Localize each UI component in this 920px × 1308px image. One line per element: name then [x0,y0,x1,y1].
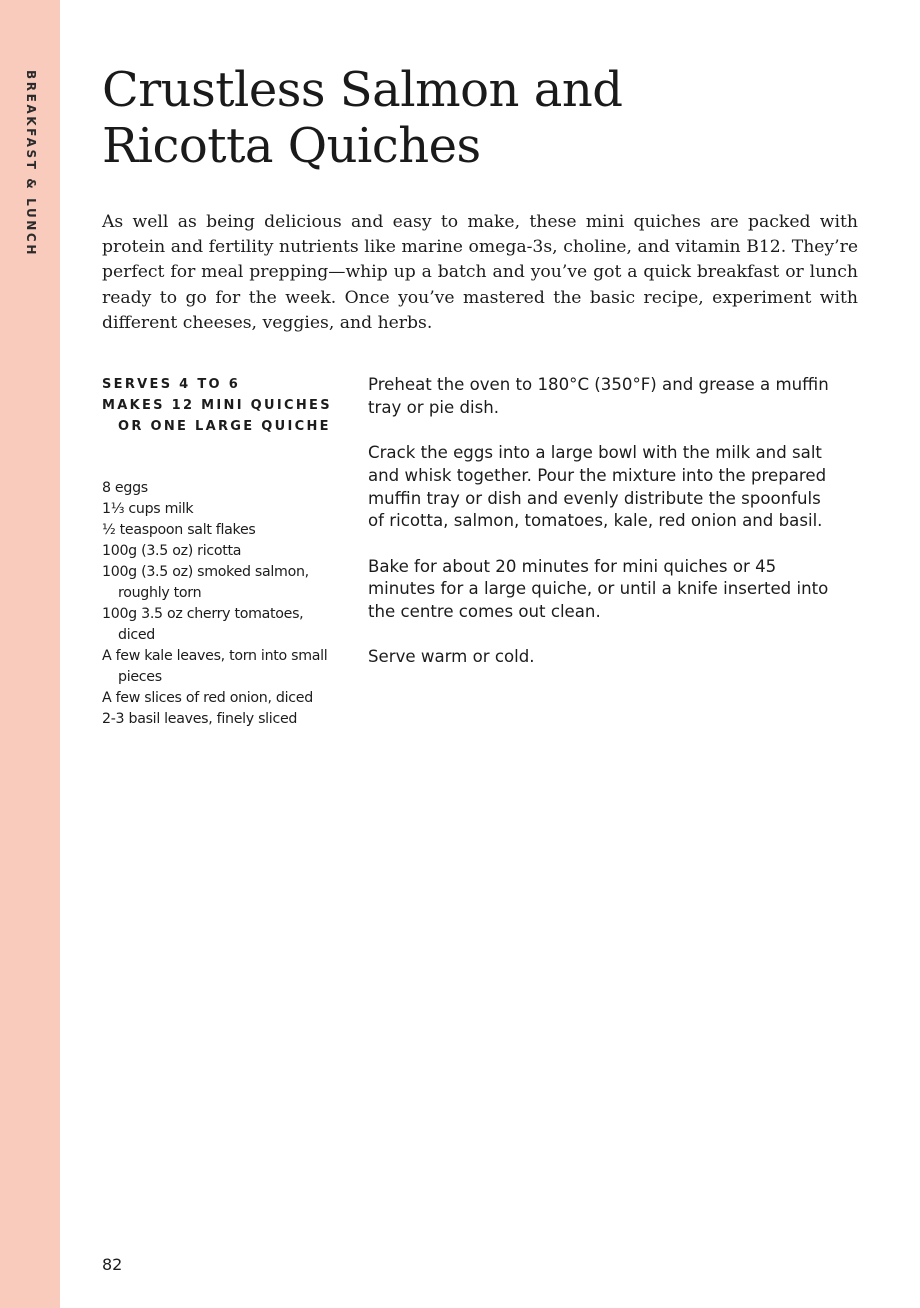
method-step: Crack the eggs into a large bowl with the milk and salt and whisk together. Pour the mixture into the prepared muffin tray or dish and evenly distribute the spoonfuls of ricotta, salmon, tomatoes, kale, red onion and basil. [368,442,827,531]
recipe-title [102,62,862,174]
method-step: Bake for about 20 minutes for mini quiches or 45 minutes for a large quiche, or until a knife inserted into the centre comes out clean. [368,556,829,622]
section-band [0,0,60,1308]
ingredient-item: 8 eggs [102,480,148,496]
ingredient-item: 100g (3.5 oz) ricotta [102,543,242,559]
method-step: Preheat the oven to 180°C (350°F) and grease a muffin tray or pie dish. [368,375,829,417]
serves-line: SERVES 4 TO 6 [102,377,241,392]
recipe-title-line-1: Crustless Salmon and [102,62,623,118]
ingredient-item: 100g 3.5 oz cherry tomatoes, diced [102,606,304,643]
method-steps [368,374,838,692]
ingredient-item: A few slices of red onion, diced [102,690,313,706]
section-label: BREAKFAST & LUNCH [24,70,38,257]
ingredient-item: ½ teaspoon salt flakes [102,522,256,538]
method-step: Serve warm or cold. [368,647,535,667]
ingredient-item: 1⅓ cups milk [102,501,194,517]
ingredient-item: A few kale leaves, torn into small pieces [102,648,328,685]
page-number: 82 [102,1255,123,1274]
ingredient-list [102,478,342,730]
recipe-intro: As well as being delicious and easy to make, these mini quiches are packed with protein and fertility nutrients like marine omega-3s, choline, and vitamin B12. They’re perfect for meal prepping—whip up a batch and you’ve got a quick breakfast or lunch ready to go for the week. Once you’ve mastered the basic recipe, experiment with different cheeses, veggies, and herbs. [102,212,858,333]
recipe-title-line-2: Ricotta Quiches [102,118,481,174]
ingredient-item: 100g (3.5 oz) smoked salmon, roughly torn [102,564,309,601]
ingredient-item: 2-3 basil leaves, finely sliced [102,711,298,727]
makes-line: MAKES 12 MINI QUICHES OR ONE LARGE QUICHE [102,398,332,434]
recipe-yield [102,374,342,437]
